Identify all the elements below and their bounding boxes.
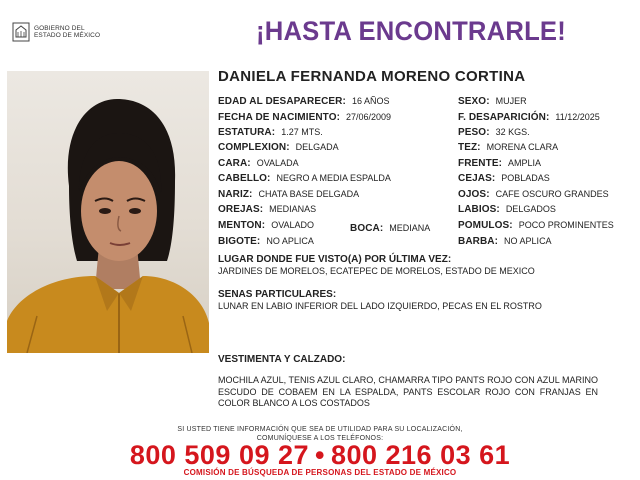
field-value: OVALADA — [256, 158, 299, 168]
field-nose — [218, 189, 359, 200]
field-mouth — [350, 223, 430, 234]
field-label: OJOS: — [458, 189, 490, 200]
phone-numbers — [0, 440, 640, 471]
field-value: POBLADAS — [501, 173, 550, 183]
field-label: NARIZ: — [218, 189, 253, 200]
field-cheekbones — [458, 220, 614, 231]
field-value: MEDIANA — [389, 223, 431, 233]
field-value: NEGRO A MEDIA ESPALDA — [276, 173, 391, 183]
clothing-title: VESTIMENTA Y CALZADO: — [218, 354, 346, 365]
field-label: SEXO: — [458, 96, 490, 107]
field-value: DELGADOS — [505, 204, 556, 214]
marks-text: LUNAR EN LABIO INFERIOR DEL LADO IZQUIERDO, PECAS EN EL ROSTRO — [218, 301, 542, 311]
field-label: OREJAS: — [218, 204, 264, 215]
field-weight — [458, 127, 530, 138]
field-value: OVALADO — [271, 220, 315, 230]
last-seen-text: JARDINES DE MORELOS, ECATEPEC DE MORELOS, ESTADO DE MEXICO — [218, 266, 535, 276]
field-face — [218, 158, 299, 169]
contact-line-2: COMUNÍQUESE A LOS TELÉFONOS: — [256, 435, 384, 442]
field-value: 27/06/2009 — [346, 112, 392, 122]
field-value: AMPLIA — [508, 158, 542, 168]
field-value: NO APLICA — [266, 236, 314, 246]
field-value: MORENA CLARA — [486, 142, 559, 152]
footer-agency: COMISIÓN DE BÚSQUEDA DE PERSONAS DEL ESTADO DE MÉXICO — [183, 468, 457, 477]
portrait-illustration — [7, 71, 209, 353]
field-beard — [458, 236, 552, 247]
field-lips — [458, 204, 556, 215]
field-label: ESTATURA: — [218, 127, 276, 138]
marks-title: SENAS PARTICULARES: — [218, 289, 337, 300]
field-eyes — [458, 189, 609, 200]
field-sex — [458, 96, 527, 107]
field-label: TEZ: — [458, 142, 481, 153]
field-ears — [218, 204, 316, 215]
field-hair — [218, 173, 391, 184]
field-label: BARBA: — [458, 236, 499, 247]
field-forehead — [458, 158, 541, 169]
field-height — [218, 127, 323, 138]
field-label: BOCA: — [350, 223, 384, 234]
field-value: NO APLICA — [504, 236, 552, 246]
field-value: DELGADA — [295, 142, 339, 152]
logo-line-1: GOBIERNO DEL — [34, 25, 85, 32]
field-label: MENTON: — [218, 220, 266, 231]
field-label: PESO: — [458, 127, 490, 138]
field-value: CHATA BASE DELGADA — [258, 189, 360, 199]
field-label: FECHA DE NACIMIENTO: — [218, 112, 340, 123]
field-value: CAFE OSCURO GRANDES — [495, 189, 609, 199]
contact-line-1: SI USTED TIENE INFORMACIÓN QUE SEA DE UTILIDAD PARA SU LOCALIZACIÓN, — [177, 426, 463, 433]
field-chin — [218, 220, 314, 231]
field-label: BIGOTE: — [218, 236, 261, 247]
logo-line-2: ESTADO DE MÉXICO — [34, 32, 101, 39]
field-label: CEJAS: — [458, 173, 496, 184]
field-label: F. DESAPARICIÓN: — [458, 112, 550, 123]
field-mustache — [218, 236, 314, 247]
field-label: EDAD AL DESAPARECER: — [218, 96, 346, 107]
field-disappearance-date — [458, 112, 600, 123]
field-value: 11/12/2025 — [555, 112, 600, 122]
field-value: 16 AÑOS — [351, 96, 390, 106]
last-seen-title: LUGAR DONDE FUE VISTO(A) POR ÚLTIMA VEZ: — [218, 254, 452, 265]
field-build — [218, 142, 339, 153]
state-seal-icon — [12, 22, 30, 42]
field-label: COMPLEXION: — [218, 142, 290, 153]
phone-separator: • — [315, 440, 325, 470]
field-label: CARA: — [218, 158, 251, 169]
phone-1[interactable]: 800 509 09 27 — [129, 440, 310, 470]
field-age — [218, 96, 389, 107]
phone-2[interactable]: 800 216 03 61 — [330, 440, 511, 470]
government-logo — [12, 22, 122, 44]
field-value: 32 KGS. — [495, 127, 530, 137]
field-complexion — [458, 142, 558, 153]
field-value: POCO PROMINENTES — [518, 220, 614, 230]
field-value: 1.27 MTS. — [281, 127, 323, 137]
field-value: MEDIANAS — [269, 204, 317, 214]
field-eyebrows — [458, 173, 550, 184]
person-name: DANIELA FERNANDA MORENO CORTINA — [218, 68, 526, 85]
missing-person-photo — [7, 71, 209, 353]
field-label: LABIOS: — [458, 204, 500, 215]
field-value: MUJER — [495, 96, 527, 106]
field-birthdate — [218, 112, 391, 123]
headline: ¡HASTA ENCONTRARLE! — [256, 16, 566, 46]
clothing-text: MOCHILA AZUL, TENIS AZUL CLARO, CHAMARRA TIPO PANTS ROJO CON AZUL MARINO ESCUDO DE COBAEM EN LA ESPALDA, PANTS ESCOLAR ROJO CON FRANJAS EN COLOR BLANCO A LOS COSTADOS — [218, 375, 598, 408]
field-label: POMULOS: — [458, 220, 513, 231]
field-label: CABELLO: — [218, 173, 271, 184]
logo-text — [34, 25, 100, 39]
field-label: FRENTE: — [458, 158, 503, 169]
